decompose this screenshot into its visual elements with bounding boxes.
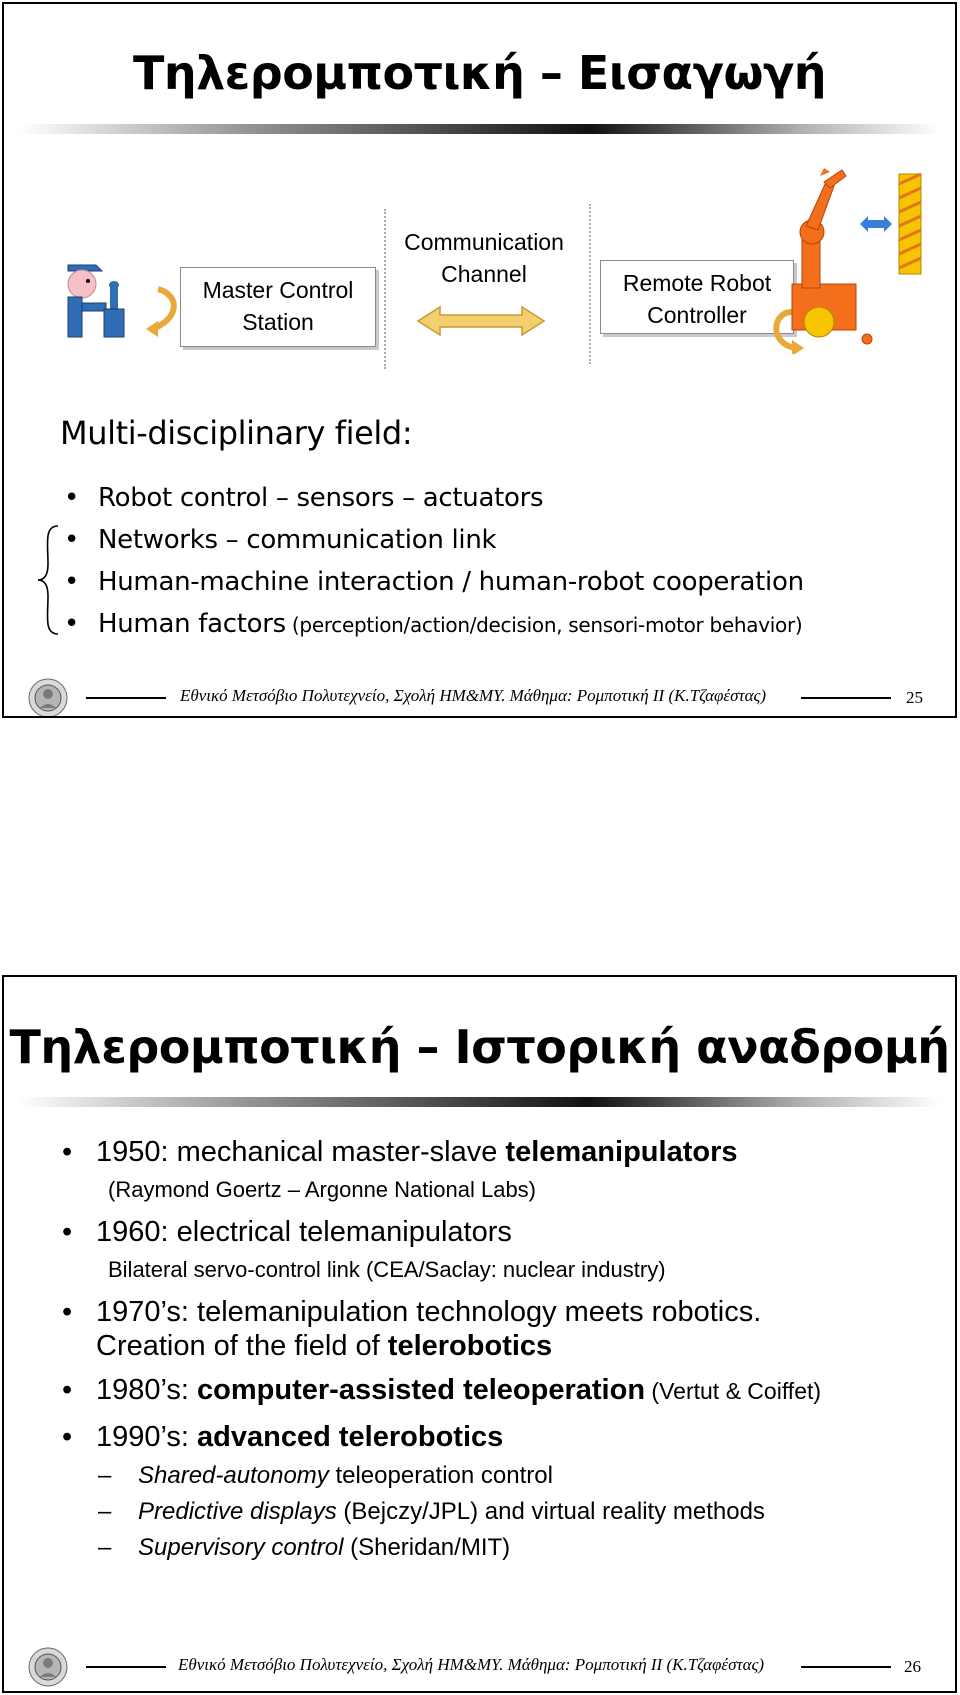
bidirectional-arrow-icon <box>416 304 546 338</box>
university-seal-icon <box>28 678 68 718</box>
channel-line2: Channel <box>441 261 527 287</box>
sub-item-text: (Bejczy/JPL) and virtual reality methods <box>336 1498 765 1525</box>
bullet-icon: • <box>64 525 80 555</box>
item-emphasis: telerobotics <box>387 1330 553 1362</box>
sub-item-italic: Predictive displays <box>138 1498 337 1525</box>
item-note: (perception/action/decision, sensori-motor behavior) <box>285 613 803 637</box>
sub-item-italic: Shared-autonomy <box>138 1462 329 1489</box>
item-text: Human factors <box>98 609 286 639</box>
item-continuation <box>58 1329 948 1363</box>
sub-item <box>58 1458 948 1494</box>
bullet-icon: • <box>62 1136 73 1168</box>
human-operator-icon <box>62 259 182 339</box>
master-label-line1: Master Control <box>202 277 354 303</box>
item-text: Creation of the field of <box>96 1330 388 1362</box>
list-item <box>64 519 804 561</box>
list-item <box>64 603 804 645</box>
dash-icon: – <box>98 1498 112 1525</box>
item-text: 1990’s: <box>96 1421 198 1453</box>
page-number: 25 <box>906 688 923 707</box>
channel-line1: Communication <box>404 229 564 255</box>
list-item <box>58 1215 948 1249</box>
slide-footer <box>4 676 955 718</box>
master-label-line2: Station <box>242 309 314 335</box>
item-text: 1980’s: <box>96 1374 198 1406</box>
item-text: 1960: electrical telemanipulators <box>96 1216 512 1248</box>
remote-label-line2: Controller <box>647 302 747 328</box>
communication-channel-label <box>388 226 580 290</box>
item-emphasis: advanced telerobotics <box>197 1421 504 1453</box>
slide-footer <box>4 1645 955 1691</box>
item-text: 1950: mechanical master-slave <box>96 1136 506 1168</box>
bullet-icon: • <box>64 567 80 597</box>
item-note: (Vertut & Coiffet) <box>645 1378 822 1404</box>
item-text: Robot control – sensors – actuators <box>98 483 544 513</box>
title-underline <box>18 1097 941 1107</box>
dash-icon: – <box>98 1462 112 1489</box>
university-seal-icon <box>28 1647 68 1687</box>
dash-icon: – <box>98 1534 112 1561</box>
list-item <box>58 1295 948 1329</box>
item-subtext: (Raymond Goertz – Argonne National Labs) <box>108 1177 537 1202</box>
divider-right <box>589 204 591 364</box>
footer-line-right <box>801 697 891 699</box>
footer-text: Εθνικό Μετσόβιο Πολυτεχνείο, Σχολή ΗΜ&ΜΥ. Μάθημα: Ρομποτική ΙΙ (Κ.Τζαφέστας) <box>178 1655 765 1674</box>
list-item <box>64 477 804 519</box>
bullet-icon: • <box>64 609 80 639</box>
item-emphasis: telemanipulators <box>505 1136 738 1168</box>
sub-item-italic: Supervisory control <box>138 1534 344 1561</box>
item-text: Human-machine interaction / human-robot cooperation <box>98 567 804 597</box>
list-item <box>64 561 804 603</box>
slide-25 <box>2 2 957 718</box>
bullet-icon: • <box>62 1216 73 1248</box>
list-item <box>58 1135 948 1169</box>
remote-label-line1: Remote Robot <box>622 270 772 296</box>
history-list <box>58 1135 948 1566</box>
item-emphasis: computer-assisted teleoperation <box>197 1374 646 1406</box>
footer-text: Εθνικό Μετσόβιο Πολυτεχνείο, Σχολή ΗΜ&ΜΥ. Μάθημα: Ρομποτική ΙΙ (Κ.Τζαφέστας) <box>180 686 767 705</box>
divider-left <box>384 209 386 369</box>
item-subtext: Bilateral servo-control link (CEA/Saclay: nuclear industry) <box>108 1257 666 1282</box>
footer-line-left <box>86 697 166 699</box>
footer-line-right <box>801 1666 891 1668</box>
sub-item <box>58 1494 948 1530</box>
list-item <box>58 1373 948 1408</box>
bullet-icon: • <box>64 483 80 513</box>
master-control-station-box <box>180 267 376 347</box>
slide-title: Τηλερομποτική – Ιστορική αναδρομή <box>9 1020 950 1074</box>
sub-item-text: teleoperation control <box>328 1462 553 1489</box>
slide-title: Τηλερομποτική – Εισαγωγή <box>132 46 827 100</box>
bullet-icon: • <box>62 1421 73 1453</box>
title-underline <box>18 124 941 134</box>
bullet-icon: • <box>62 1296 73 1328</box>
item-text: Networks – communication link <box>98 525 497 555</box>
curly-brace-icon <box>36 524 62 636</box>
robot-arm-icon <box>764 164 934 354</box>
sub-item <box>58 1530 948 1566</box>
list-item <box>58 1420 948 1454</box>
topics-list <box>64 477 804 645</box>
sub-item-text: (Sheridan/MIT) <box>343 1534 511 1561</box>
item-text: 1970’s: telemanipulation technology meets robotics. <box>96 1296 762 1328</box>
page-number: 26 <box>904 1657 921 1676</box>
footer-line-left <box>86 1666 166 1668</box>
bullet-icon: • <box>62 1374 73 1406</box>
section-heading: Multi-disciplinary field: <box>60 414 413 452</box>
